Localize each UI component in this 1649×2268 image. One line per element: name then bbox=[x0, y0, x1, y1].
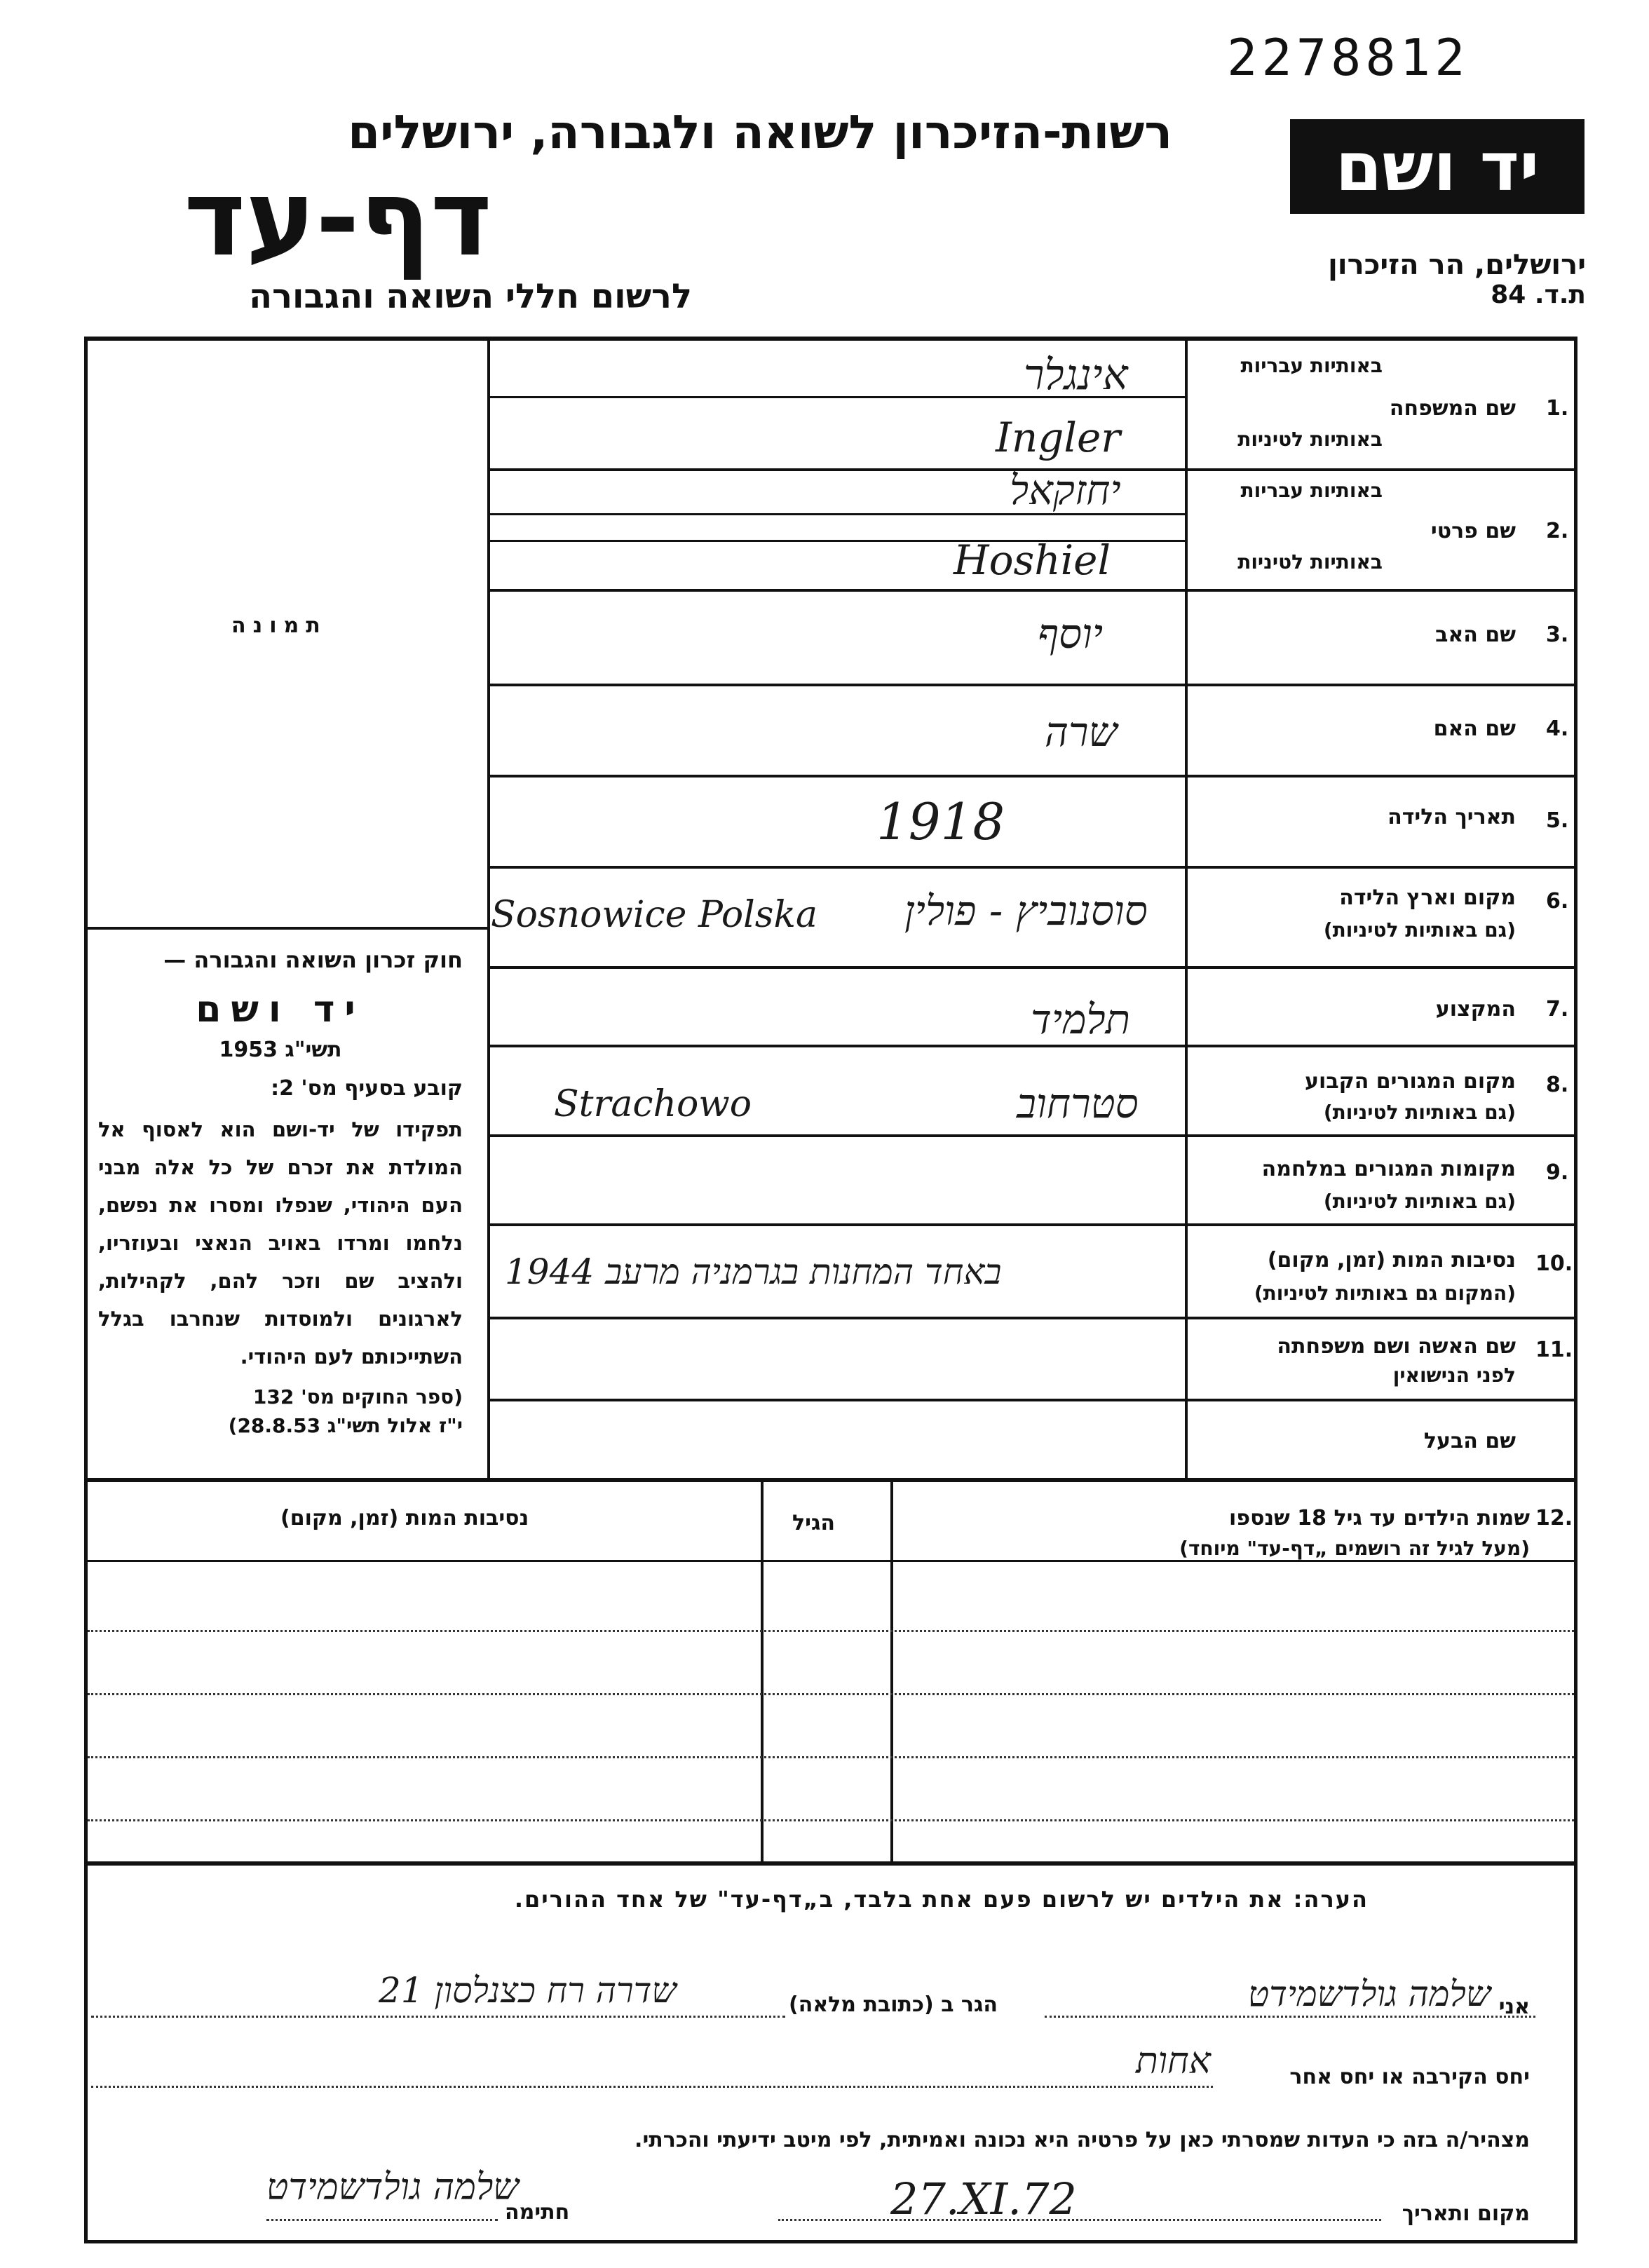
signature-value: שלמה גולדשמידט bbox=[266, 2166, 520, 2208]
field-2-number: 2. bbox=[1546, 519, 1569, 543]
row-sep-6 bbox=[489, 966, 1576, 969]
children-row-line bbox=[88, 1819, 1574, 1821]
form-title: דף-עד bbox=[184, 158, 492, 280]
field-4-label: שם האם bbox=[1433, 717, 1516, 741]
field-5-label: תאריך הלידה bbox=[1387, 805, 1516, 829]
field-11-note: לפני הנישואין bbox=[1392, 1364, 1516, 1387]
relation-label: יחס הקירבה או יחס אחר bbox=[1289, 2065, 1530, 2089]
declarant-i-label: אני bbox=[1498, 1995, 1530, 2019]
row-sep-5 bbox=[489, 866, 1576, 869]
first-name-hebrew-value: יחזקאל bbox=[1010, 466, 1121, 514]
serial-number: 2278812 bbox=[1227, 28, 1470, 87]
residence-hebrew-value: סטרחוב bbox=[1017, 1080, 1139, 1127]
field-11-label: שם האשה ושם משפחתה bbox=[1277, 1334, 1516, 1359]
field-6-number: 6. bbox=[1546, 889, 1569, 914]
father-name-value: יוסף bbox=[1038, 610, 1104, 658]
children-row-line bbox=[88, 1630, 1574, 1632]
row-sep-3 bbox=[489, 684, 1576, 686]
frame-top bbox=[84, 337, 1577, 341]
field-10-number: 10. bbox=[1535, 1251, 1573, 1276]
field-9-note: (גם באותיות לטיניות) bbox=[1323, 1190, 1516, 1213]
field-8-number: 8. bbox=[1546, 1073, 1569, 1097]
field-2-label: שם פרטי bbox=[1430, 519, 1516, 543]
remark: הערה: את הילדים יש לרשום פעם אחת בלבד, ב„דף-עד" של אחד ההורים. bbox=[514, 1886, 1369, 1913]
field-3-number: 3. bbox=[1546, 623, 1569, 647]
law-heading: חוק זכרון השואה והגבורה — bbox=[163, 946, 463, 973]
address-label: הגר ב (כתובת מלאה) bbox=[789, 1992, 998, 2017]
field-2-latin-hint: באותיות לטיניות bbox=[1237, 550, 1383, 573]
death-circumstances-value: באחד המחנות בגרמניה מרעב 1944 bbox=[505, 1251, 1002, 1292]
field-1-number: 1. bbox=[1546, 396, 1569, 421]
law-clause: קובע בסעיף מס' 2: bbox=[271, 1076, 463, 1101]
declaration-text: מצהיר/ה בזה כי העדות שמסרתי כאן על פרטיה היא נכונה ואמיתית, לפי מיטב ידיעתי והכרתי. bbox=[635, 2128, 1530, 2152]
row-sep-2 bbox=[489, 589, 1576, 592]
field-4-number: 4. bbox=[1546, 717, 1569, 741]
row-sep-8 bbox=[489, 1134, 1576, 1137]
label-column-divider bbox=[1185, 339, 1188, 1478]
law-book: (ספר החוקים מס' 132 bbox=[252, 1385, 463, 1408]
field-9-number: 9. bbox=[1546, 1160, 1569, 1185]
children-age-divider-left bbox=[761, 1481, 764, 1863]
declarant-name-line bbox=[1045, 2016, 1535, 2018]
form-subtitle: לרשום חללי השואה והגבורה bbox=[249, 277, 692, 316]
mother-name-value: שרה bbox=[1045, 708, 1118, 756]
field-6-note: (גם באותיות לטיניות) bbox=[1323, 918, 1516, 942]
place-date-value: 27.XI.72 bbox=[890, 2173, 1077, 2225]
birth-place-latin-value: Sosnowice Polska bbox=[491, 894, 817, 936]
place-date-line bbox=[778, 2219, 1381, 2221]
profession-value: תלמיד bbox=[1031, 996, 1131, 1043]
photo-box-bottom bbox=[84, 927, 489, 930]
birth-date-value: 1918 bbox=[876, 792, 1005, 851]
declarant-name-value: שלמה גולדשמידט bbox=[1248, 1974, 1491, 2014]
field-3-label: שם האב bbox=[1435, 623, 1516, 647]
children-death-header: נסיבות המות (זמן, מקום) bbox=[280, 1506, 529, 1530]
field-6-label: מקום וארץ הלידה bbox=[1339, 885, 1516, 910]
authority-title: רשות-הזיכרון לשואה ולגבורה, ירושלים bbox=[348, 105, 1172, 159]
field-1-hebrew-hint: באותיות עבריות bbox=[1240, 354, 1383, 377]
children-row-line bbox=[88, 1756, 1574, 1758]
field-7-number: 7. bbox=[1546, 997, 1569, 1021]
relation-value: אחות bbox=[1136, 2040, 1211, 2082]
yad-vashem-logo bbox=[1290, 119, 1584, 214]
family-name-hebrew-value: אינגלר bbox=[1024, 351, 1128, 400]
children-age-divider-right bbox=[890, 1481, 893, 1863]
field-7-label: המקצוע bbox=[1435, 997, 1516, 1021]
row-sep-9 bbox=[489, 1223, 1576, 1226]
field-8-label: מקום המגורים הקבוע bbox=[1305, 1069, 1516, 1094]
husband-label: שם הבעל bbox=[1423, 1429, 1516, 1453]
field-10-note: (המקום גם באותיות לטיניות) bbox=[1254, 1282, 1516, 1305]
field-5-number: 5. bbox=[1546, 808, 1569, 833]
law-body: תפקידו של יד-ושם הוא לאסוף אל המולדת את זכרם של כל אלה מבני העם היהודי, שנפלו ומסרו את נפשם, נלחמו ומרדו באויב הנאצי ובעוזריו, ולהציב שם וזכר להם, לקהילות, לארגונים ולמוסדות שנחרבו בגלל השתייכותם לעם היהודי. bbox=[98, 1118, 463, 1369]
address-line bbox=[91, 2016, 785, 2018]
family-name-latin-value: Ingler bbox=[996, 414, 1120, 461]
children-bottom bbox=[84, 1861, 1577, 1866]
first-name-latin-value: Hoshiel bbox=[954, 536, 1111, 584]
signature-line bbox=[266, 2219, 498, 2221]
law-block bbox=[98, 946, 463, 1437]
children-top bbox=[84, 1478, 1577, 1482]
row-sep-7 bbox=[489, 1045, 1576, 1047]
row-sep-4 bbox=[489, 775, 1576, 777]
field-11-number: 11. bbox=[1535, 1338, 1573, 1362]
logo-text: יד ושם bbox=[1335, 127, 1540, 206]
birth-place-hebrew-value: סוסנוביץ - פולין bbox=[904, 887, 1148, 935]
place-date-label: מקום ותאריך bbox=[1402, 2201, 1530, 2226]
law-year: תשי"ג 1953 bbox=[219, 1038, 342, 1062]
field-9-label: מקומות המגורים במלחמה bbox=[1261, 1157, 1516, 1181]
law-date: י"ז אלול תשי"ג 28.8.53) bbox=[228, 1414, 463, 1437]
field-1-label: שם המשפחה bbox=[1389, 396, 1516, 421]
children-age-header: הגיל bbox=[792, 1511, 835, 1535]
frame-left bbox=[84, 337, 88, 2243]
photo-column-divider bbox=[487, 339, 490, 1478]
children-note: (מעל לגיל זה רושמים „דף-עד" מיוחד) bbox=[1179, 1537, 1530, 1560]
residence-latin-value: Strachowo bbox=[554, 1083, 752, 1125]
field-1-latin-hint: באותיות לטיניות bbox=[1237, 428, 1383, 451]
field-10-label: נסיבות המות (זמן, מקום) bbox=[1267, 1248, 1516, 1272]
address-line-1: ירושלים, הר הזיכרון bbox=[1328, 249, 1586, 281]
photo-label: תמונה bbox=[231, 613, 327, 638]
row-sep-10 bbox=[489, 1317, 1576, 1319]
frame-right bbox=[1574, 337, 1577, 2243]
relation-line bbox=[91, 2086, 1213, 2088]
law-name: יד ושם bbox=[196, 989, 365, 1031]
children-title: שמות הילדים עד גיל 18 שנספו bbox=[1229, 1506, 1530, 1530]
field-2-hebrew-hint: באותיות עבריות bbox=[1240, 479, 1383, 502]
field-8-note: (גם באותיות לטיניות) bbox=[1323, 1101, 1516, 1124]
children-row-line bbox=[88, 1693, 1574, 1695]
row-sep-11 bbox=[489, 1399, 1576, 1401]
children-number: 12. bbox=[1535, 1506, 1573, 1530]
frame-bottom bbox=[84, 2240, 1577, 2243]
children-header-bottom bbox=[84, 1560, 1577, 1562]
address-line-2: ת.ד. 84 bbox=[1491, 280, 1586, 309]
address-value: שדרה רח כצנלסון 21 bbox=[379, 1970, 677, 2011]
signature-label: חתימה bbox=[505, 2200, 570, 2225]
